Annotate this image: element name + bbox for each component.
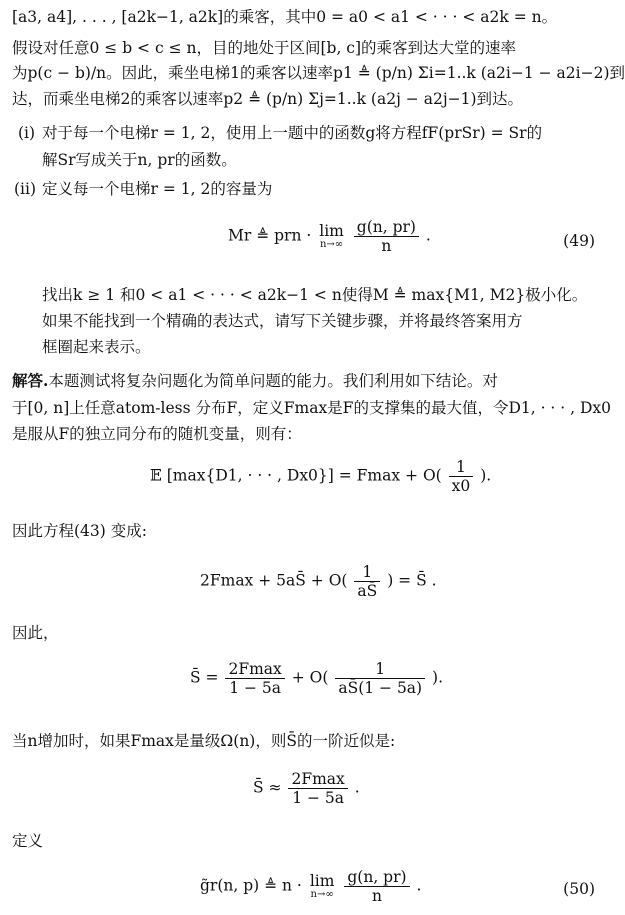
text-line-2: 假设对任意0 ≤ b < c ≤ n，目的地处于区间[b, c]的乘客到达大堂的速率	[12, 39, 517, 57]
answer-heading: 解答.	[12, 371, 49, 390]
equation-50-fraction: $\frac{g(n, pr)}{n}$	[344, 868, 409, 905]
text-then-1: 因此方程(43) 变成:	[12, 522, 147, 540]
equation-49: Mr ≜ prn · lim n→∞ $\frac{g(n, pr)}{n}$ .	[228, 218, 431, 255]
equation-expectation: 𝔼 [max{D1, · · · , Dx0}] = Fmax + O( $\frac{1}{x0}$ ).	[150, 458, 492, 495]
text-then-3: 当n增加时，如果Fmax是量级Ω(n)，则S̄的一阶近似是:	[12, 732, 396, 750]
equation-49-limit: lim n→∞	[319, 221, 344, 250]
text-then-2: 因此，	[12, 624, 59, 642]
text-line-4: 达，而乘坐电梯2的乘客以速率p2 ≜ (p/n) Σj=1..k (a2j − a2j−1)到达。	[12, 90, 524, 108]
equation-50-number: (50)	[563, 880, 595, 898]
question-ii-line-1: 定义每一个电梯r = 1, 2的容量为	[42, 180, 273, 198]
equation-50: g̃r(n, p) ≜ n · lim n→∞ $\frac{g(n, pr)}{n}$ .	[200, 868, 422, 905]
question-ii-line-3: 如果不能找到一个精确的表达式，请写下关键步骤，并将最终答案用方	[42, 312, 523, 330]
answer-line-3: 是服从F的独立同分布的随机变量，则有：	[12, 425, 302, 443]
equation-expectation-fraction: $\frac{1}{x0}$	[449, 458, 474, 495]
question-ii-line-4: 框圈起来表示。	[42, 338, 151, 356]
equation-49-lhs: Mr ≜ prn ·	[228, 226, 312, 245]
question-i-line-2: 解Sr写成关于n, pr的函数。	[42, 151, 237, 169]
text-line-1: [a3, a4], . . . , [a2k−1, a2k]的乘客，其中0 = a0 < a1 < · · · < a2k = n。	[12, 8, 558, 26]
answer-line-2: 于[0, n]上任意atom-less 分布F，定义Fmax是F的支撑集的最大值，令D1, · · · , Dx0	[12, 399, 612, 417]
equation-43-fraction: $\frac{1}{aS̄}$	[354, 563, 380, 600]
equation-s-bar: S̄ = $\frac{2Fmax}{1 - 5a}$ + O( $\frac{1}{aS̄(1 - 5a)}$ ).	[190, 660, 444, 697]
text-line-3: 为p(c − b)/n。因此，乘坐电梯1的乘客以速率p1 ≜ (p/n) Σi=1..k (a2i−1 − a2i−2)到	[12, 64, 625, 82]
equation-approx: S̄ ≈ $\frac{2Fmax}{1 - 5a}$ .	[253, 770, 360, 807]
equation-49-fraction: $\frac{g(n, pr)}{n}$	[354, 218, 419, 255]
question-ii-line-2: 找出k ≥ 1 和0 < a1 < · · · < a2k−1 < n使得M ≜ max{M1, M2}极小化。	[42, 286, 588, 304]
question-i-line-1: 对于每一个电梯r = 1, 2，使用上一题中的函数g将方程fF(prSr) = Sr的	[42, 124, 543, 142]
answer-line-1: 解答.本题测试将复杂问题化为简单问题的能力。我们利用如下结论。对	[12, 371, 498, 390]
equation-s-bar-fraction-1: $\frac{2Fmax}{1 - 5a}$	[225, 660, 284, 697]
question-ii-label: (ii)	[14, 180, 37, 198]
equation-49-number: (49)	[563, 232, 595, 250]
equation-s-bar-fraction-2: $\frac{1}{aS̄(1 - 5a)}$	[335, 660, 425, 697]
equation-50-limit: lim n→∞	[309, 871, 335, 900]
equation-approx-fraction: $\frac{2Fmax}{1 - 5a}$	[288, 770, 347, 807]
text-define: 定义	[12, 832, 44, 850]
equation-43-rewritten: 2Fmax + 5aS̄ + O( $\frac{1}{aS̄}$ ) = S̄ .	[200, 563, 437, 600]
question-i-label: (i)	[18, 124, 36, 142]
